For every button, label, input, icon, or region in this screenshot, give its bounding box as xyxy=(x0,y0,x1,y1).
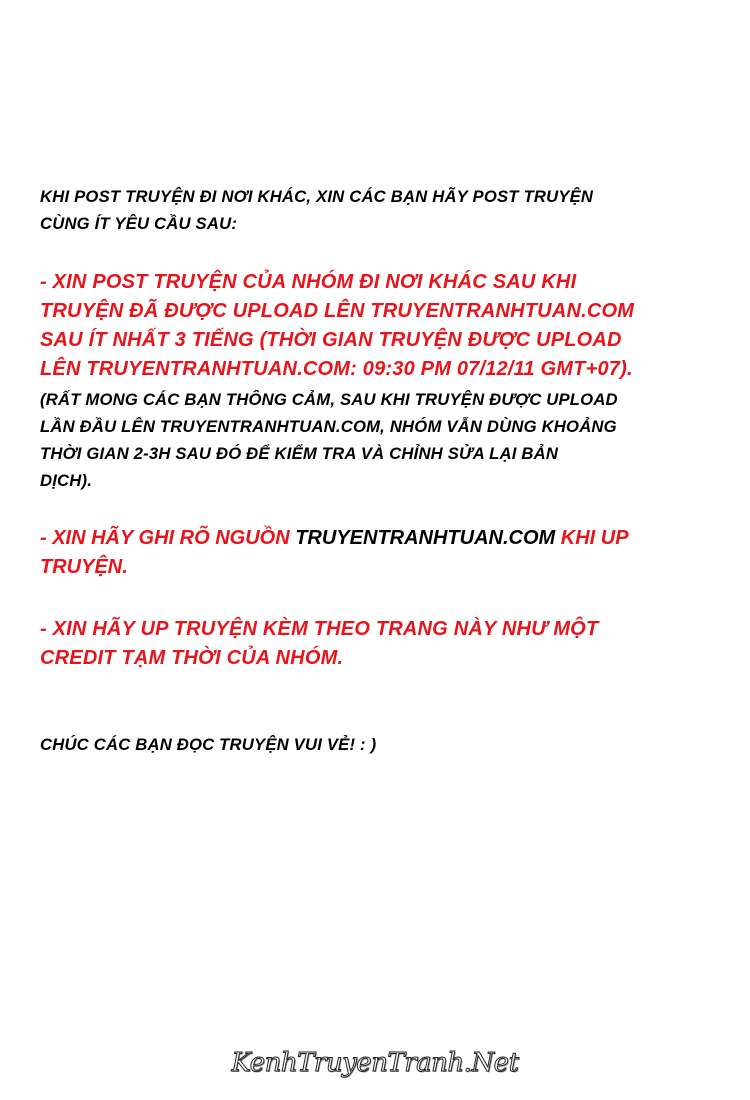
intro-line: KHI POST TRUYỆN ĐI NƠI KHÁC, XIN CÁC BẠN HÃY POST TRUYỆN xyxy=(40,187,594,206)
rule-1-line: SAU ÍT NHẤT 3 TIẾNG (THỜI GIAN TRUYỆN ĐƯỢC UPLOAD xyxy=(40,329,622,351)
rule-3-line: CREDIT TẠM THỜI CỦA NHÓM. xyxy=(40,647,344,669)
rule-1-line: LÊN TRUYENTRANHTUAN.COM: 09:30 PM 07/12/11 GMT+07). xyxy=(40,358,633,380)
rule-2-line: TRUYỆN. xyxy=(40,556,128,578)
note-line: DỊCH). xyxy=(40,471,93,490)
rule-1-paragraph xyxy=(40,268,720,384)
rule-2-line xyxy=(40,524,720,553)
source-site-name: TRUYENTRANHTUAN.COM xyxy=(295,527,556,549)
rule-3-line: - XIN HÃY UP TRUYỆN KÈM THEO TRANG NÀY NHƯ MỘT xyxy=(40,618,599,640)
note-line: LẦN ĐẦU LÊN TRUYENTRANHTUAN.COM, NHÓM VẪN DÙNG KHOẢNG xyxy=(40,417,617,436)
intro-line: CÙNG ÍT YÊU CẦU SAU: xyxy=(40,214,238,233)
rule-2-suffix: KHI UP xyxy=(555,527,629,549)
note-line: THỜI GIAN 2-3H SAU ĐÓ ĐỂ KIỂM TRA VÀ CHỈNH SỬA LẠI BẢN xyxy=(40,444,559,463)
site-watermark: KenhTruyenTranh.Net xyxy=(231,1048,519,1078)
rule-3-paragraph xyxy=(40,615,720,673)
rule-1-line: - XIN POST TRUYỆN CỦA NHÓM ĐI NƠI KHÁC SAU KHI xyxy=(40,271,577,293)
rule-2-paragraph xyxy=(40,524,720,582)
rule-1-line: TRUYỆN ĐÃ ĐƯỢC UPLOAD LÊN TRUYENTRANHTUAN.COM xyxy=(40,300,635,322)
closing-line: CHÚC CÁC BẠN ĐỌC TRUYỆN VUI VẺ! : ) xyxy=(40,735,377,754)
rule-1-note xyxy=(40,386,706,494)
rule-2-prefix: - XIN HÃY GHI RÕ NGUỒN xyxy=(40,527,296,549)
note-line: (RẤT MONG CÁC BẠN THÔNG CẢM, SAU KHI TRUYỆN ĐƯỢC UPLOAD xyxy=(40,390,618,409)
intro-paragraph xyxy=(40,183,706,237)
